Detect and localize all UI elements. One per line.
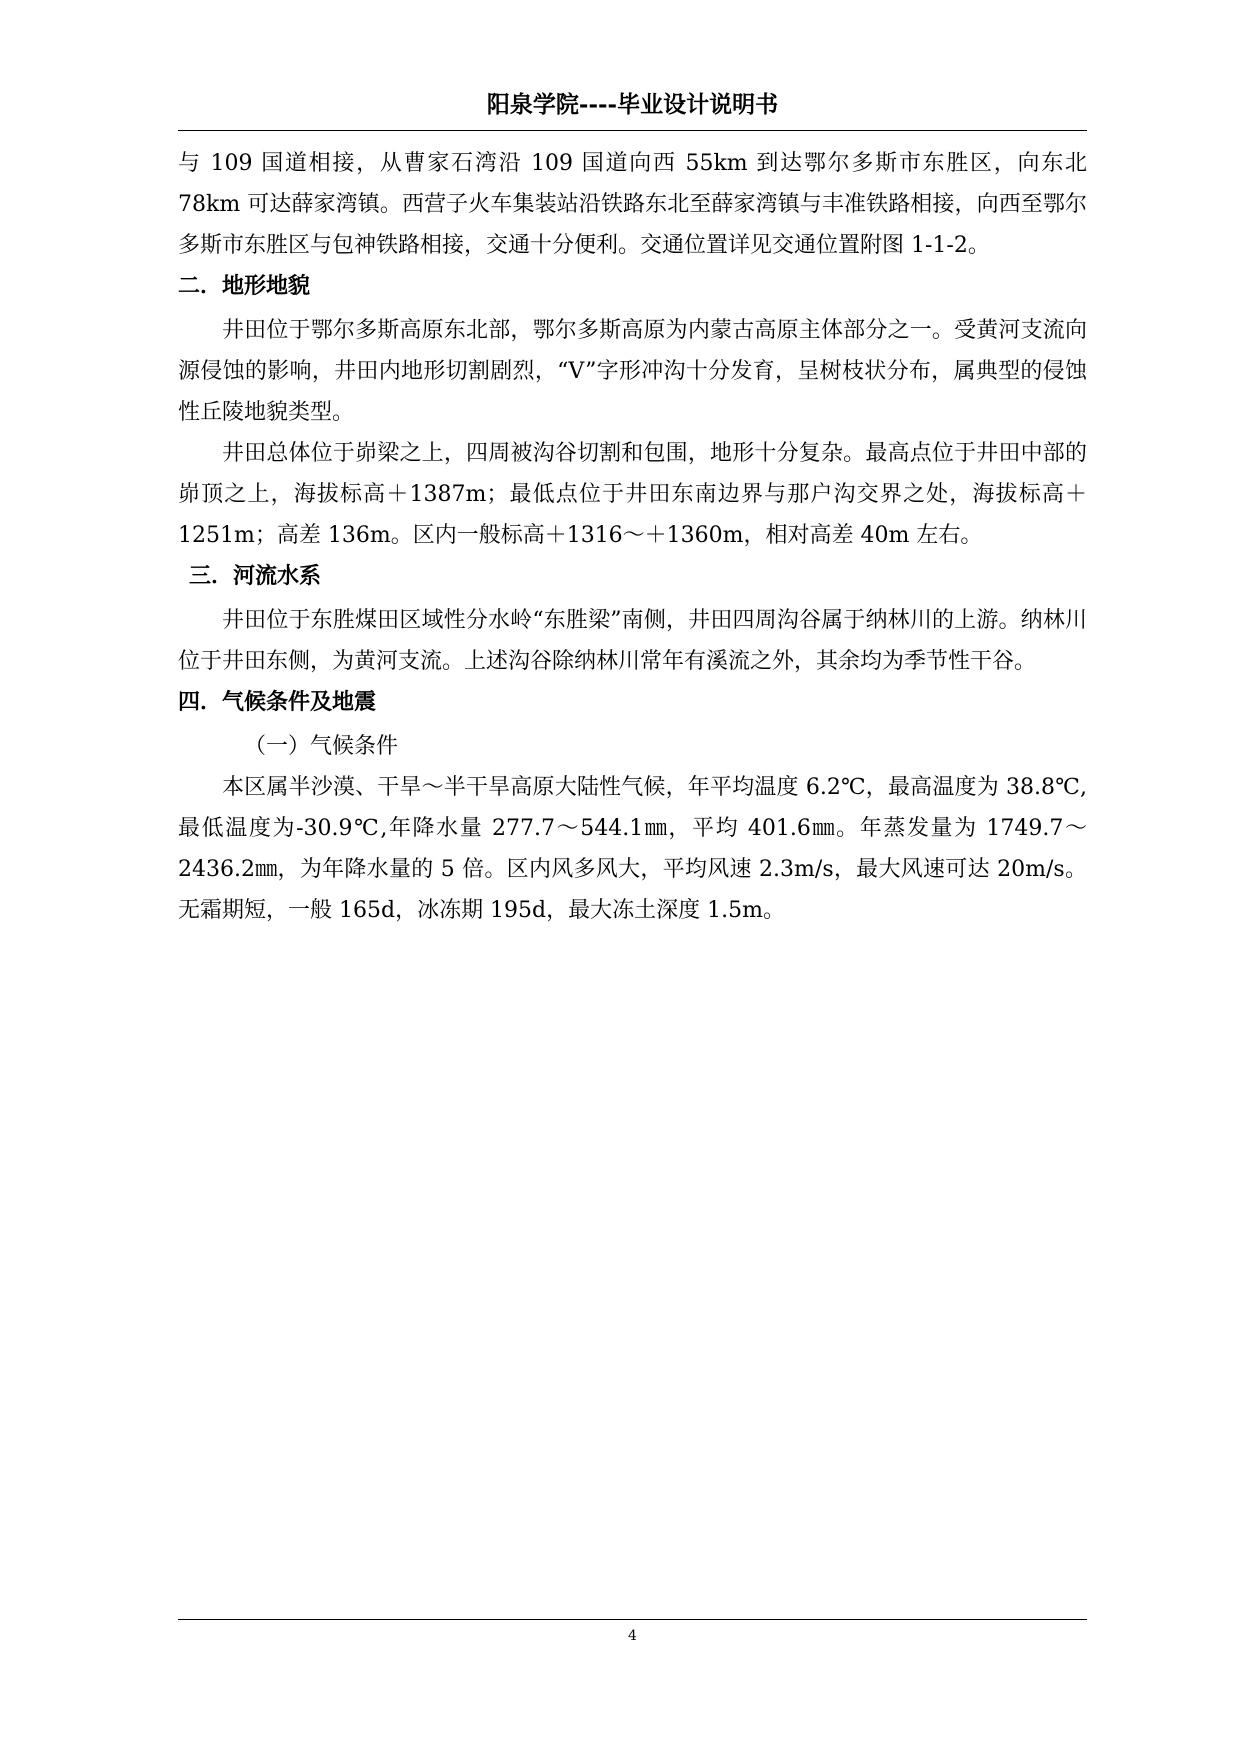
- document-body: [178, 143, 1087, 931]
- footer-divider: [178, 1619, 1087, 1620]
- header-divider: [178, 130, 1087, 131]
- intro-paragraph: 与 109 国道相接，从曹家石湾沿 109 国道向西 55km 到达鄂尔多斯市东胜区，向东北 78km 可达薛家湾镇。西营子火车集装站沿铁路东北至薛家湾镇与丰准铁路相接，向西至鄂尔多斯市东胜区与包神铁路相接，交通十分便利。交通位置详见交通位置附图 1-1-2。: [178, 151, 1087, 258]
- terrain-paragraph-1: 井田位于鄂尔多斯高原东北部，鄂尔多斯高原为内蒙古高原主体部分之一。受黄河支流向源侵蚀的影响，井田内地形切割剧烈，“V”字形冲沟十分发育，呈树枝状分布，属典型的侵蚀性丘陵地貌类型。: [178, 318, 1087, 425]
- section-heading-terrain: 二．地形地貌: [178, 273, 311, 299]
- section-heading-rivers: 三．河流水系: [189, 563, 322, 589]
- climate-paragraph: 本区属半沙漠、干旱～半干旱高原大陆性气候，年平均温度 6.2℃，最高温度为 38.8℃,最低温度为-30.9℃,年降水量 277.7～544.1㎜，平均 401.6㎜。年蒸发量为 1749.7～2436.2㎜，为年降水量的 5 倍。区内风多风大，平均风速 2.3m/s，最大风速可达 20m/s。无霜期短，一般 165d，冰冻期 195d，最大冻土深度 1.5m。: [178, 775, 1087, 923]
- page-number: 4: [628, 1628, 637, 1644]
- climate-subheading: （一）气候条件: [244, 734, 399, 759]
- document-header: 阳泉学院----毕业设计说明书: [486, 91, 779, 118]
- section-heading-climate: 四．气候条件及地震: [178, 689, 377, 715]
- terrain-paragraph-2: 井田总体位于峁梁之上，四周被沟谷切割和包围，地形十分复杂。最高点位于井田中部的峁顶之上，海拔标高＋1387m；最低点位于井田东南边界与那户沟交界之处，海拔标高＋1251m；高差 136m。区内一般标高＋1316～＋1360m，相对高差 40m 左右。: [178, 441, 1087, 548]
- rivers-paragraph: 井田位于东胜煤田区域性分水岭“东胜梁”南侧，井田四周沟谷属于纳林川的上游。纳林川位于井田东侧，为黄河支流。上述沟谷除纳林川常年有溪流之外，其余均为季节性干谷。: [178, 608, 1087, 674]
